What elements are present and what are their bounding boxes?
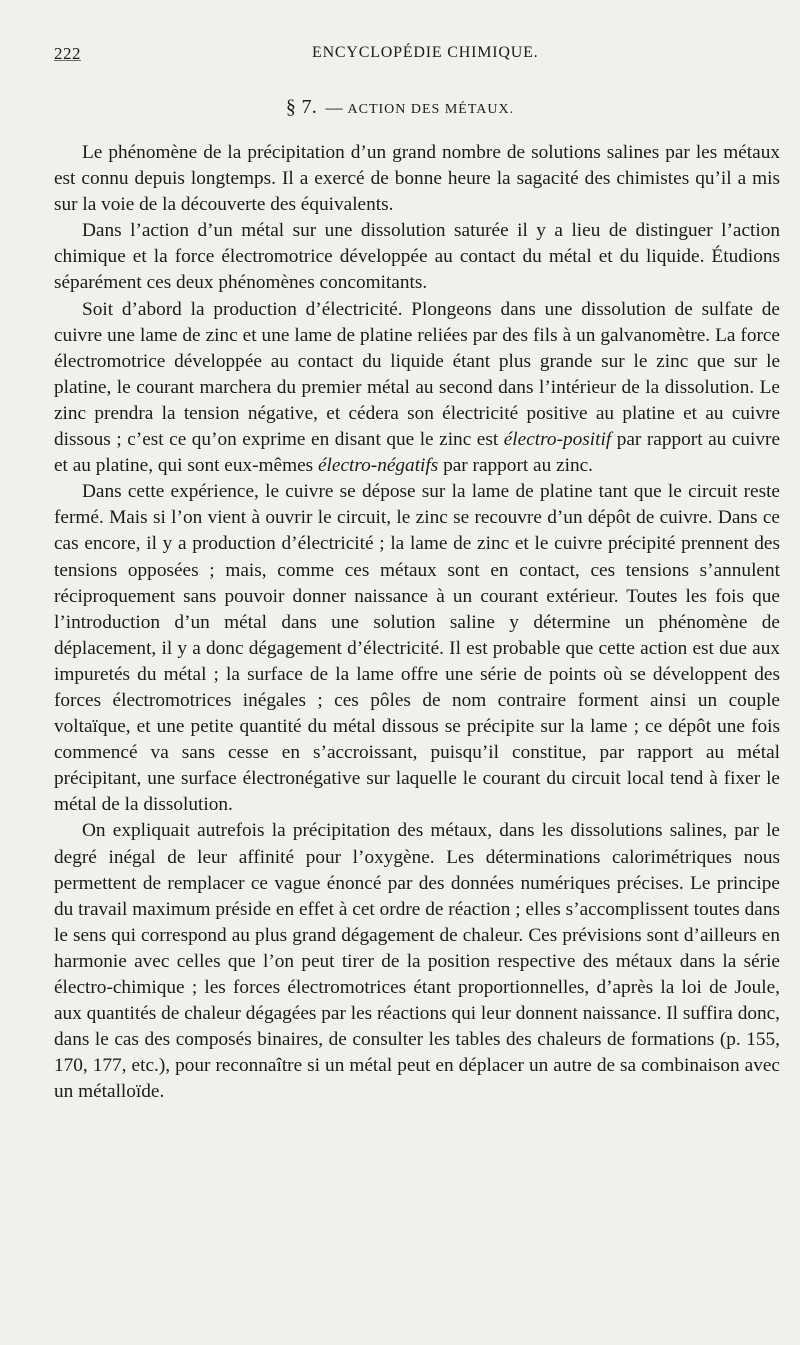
paragraph-electricity [54, 297, 780, 480]
paragraph-explanation: On expliquait autrefois la précipitation des métaux, dans les dissolutions salines, par le degré inégal de leur affinité pour l’oxygène. Les déterminations calorimétriques nous permettent de remplacer ce vague énoncé par des données numériques précises. Le principe du travail maximum préside en effet à cet ordre de réaction ; elles s’accomplissent toutes dans le sens qui correspond au plus grand dégagement de chaleur. Ces prévisions sont d’ailleurs en harmonie avec celles que l’on peut tirer de la position respective des métaux dans la série électro-chimique ; les forces électromotrices étant proportionnelles, d’après la loi de Joule, aux quantités de chaleur dégagées par les réactions qui leur donnent naissance. Il suffira donc, dans le cas des composés binaires, de consulter les tables des chaleurs de formations (p. 155, 170, 177, etc.), pour reconnaître si un métal peut en déplacer un autre de sa combinaison avec un métalloïde. [54, 820, 780, 1103]
paragraph-text: par rapport au cuivre et au platine, qui sont eux-mêmes [54, 429, 781, 477]
paragraph-text: Soit d’abord la production d’électricité. Plongeons dans une dissolution de sulfate de cuivre une lame de zinc et une lame de platine reliées par des fils à un galvanomètre. La force électromotrice développée au contact du liquide étant plus grande sur le zinc que sur le platine, le courant marchera du premier métal au second dans l’intérieur de la dissolution. Le zinc prendra la tension négative, et cédera son électricité positive au platine et au cuivre dissous ; c’est ce qu’on exprime en disant que le zinc est [54, 298, 780, 451]
section-heading [0, 96, 800, 119]
paragraph-experiment: Dans cette expérience, le cuivre se dépose sur la lame de platine tant que le circuit reste fermé. Mais si l’on vient à ouvrir le circuit, le zinc se recouvre d’un dépôt de cuivre. Dans ce cas encore, il y a production d’électricité ; la lame de zinc et le cuivre précipité prennent des tensions opposées ; mais, comme ces métaux sont en contact, ces tensions s’annulent réciproquement sans pouvoir donner naissance à un courant extérieur. Toutes les fois que l’introduction d’un métal dans une solution saline y détermine un phénomène de déplacement, il y a donc dégagement d’électricité. Il est probable que cette action est due aux impuretés du métal ; la surface de la lame offre une série de points où se développent des forces électromotrices inégales ; ces pôles de nom contraire forment ainsi un couple voltaïque, et une petite quantité du métal dissous se précipite sur la lame ; ce dépôt une fois commencé va sans cesse en s’accroissant, puisqu’il constitue, par rapport au métal précipitant, une surface électronégative sur laquelle le courant du circuit local tend à fixer le métal de la dissolution. [54, 481, 780, 816]
section-number: § 7. [285, 96, 318, 118]
section-title: ACTION DES MÉTAUX. [347, 102, 515, 117]
paragraph-intro: Le phénomène de la précipitation d’un grand nombre de solutions salines par les métaux est connu depuis longtemps. Il a exercé de bonne heure la sagacité des chimistes qu’il a mis sur la voie de la découverte des équivalents. [54, 142, 780, 216]
body-text [54, 140, 780, 1105]
paragraph-text: par rapport au zinc. [438, 455, 593, 477]
term-electro-negatifs: électro-négatifs [317, 455, 439, 477]
term-electro-positif: électro-positif [503, 429, 612, 451]
section-dash: — [321, 98, 348, 117]
book-title: ENCYCLOPÉDIE CHIMIQUE. [312, 44, 539, 61]
page-number: 222 [54, 44, 81, 63]
paragraph-distinction: Dans l’action d’un métal sur une dissolution saturée il y a lieu de distinguer l’action chimique et la force électromotrice développée au contact du métal et du liquide. Étudions séparément ces deux phénomènes concomitants. [54, 220, 780, 294]
running-header [54, 40, 774, 64]
